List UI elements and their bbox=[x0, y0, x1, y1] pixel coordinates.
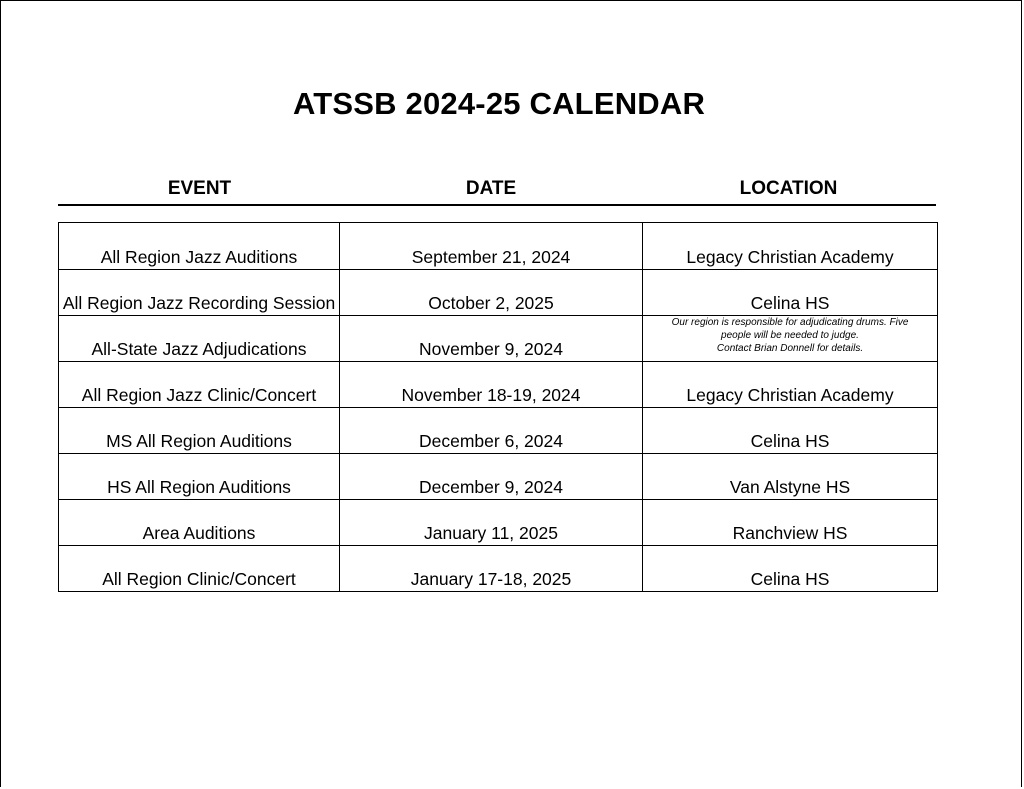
date-cell: December 9, 2024 bbox=[340, 454, 643, 500]
location-cell: Celina HS bbox=[643, 546, 938, 592]
location-note-line: Our region is responsible for adjudicating drums. Five bbox=[671, 317, 909, 328]
table-row bbox=[59, 362, 938, 408]
location-cell: Legacy Christian Academy bbox=[643, 223, 938, 270]
date-cell: November 18-19, 2024 bbox=[340, 362, 643, 408]
column-header-date: DATE bbox=[465, 178, 517, 199]
column-header-location: LOCATION bbox=[739, 178, 838, 199]
location-cell: Van Alstyne HS bbox=[643, 454, 938, 500]
event-cell: HS All Region Auditions bbox=[59, 454, 340, 500]
location-cell: Legacy Christian Academy bbox=[643, 362, 938, 408]
location-cell: Celina HS bbox=[643, 408, 938, 454]
location-note-cell bbox=[643, 316, 938, 362]
event-cell: All Region Clinic/Concert bbox=[59, 546, 340, 592]
location-note-line: people will be needed to judge. bbox=[721, 330, 859, 341]
event-cell: All-State Jazz Adjudications bbox=[59, 316, 340, 362]
table-row bbox=[59, 546, 938, 592]
column-header-row bbox=[58, 176, 936, 206]
event-cell: All Region Jazz Auditions bbox=[59, 223, 340, 270]
location-note-line: Contact Brian Donnell for details. bbox=[716, 343, 864, 354]
location-cell: Ranchview HS bbox=[643, 500, 938, 546]
column-header-event: EVENT bbox=[167, 178, 232, 199]
calendar-table bbox=[58, 222, 938, 592]
table-row bbox=[59, 316, 938, 362]
date-cell: January 11, 2025 bbox=[340, 500, 643, 546]
date-cell: January 17-18, 2025 bbox=[340, 546, 643, 592]
page-title: ATSSB 2024-25 CALENDAR bbox=[292, 86, 706, 121]
table-row bbox=[59, 500, 938, 546]
date-cell: September 21, 2024 bbox=[340, 223, 643, 270]
location-cell: Celina HS bbox=[643, 270, 938, 316]
event-cell: All Region Jazz Clinic/Concert bbox=[59, 362, 340, 408]
event-cell: MS All Region Auditions bbox=[59, 408, 340, 454]
table-row bbox=[59, 408, 938, 454]
table-row bbox=[59, 223, 938, 270]
table-row bbox=[59, 454, 938, 500]
table-row bbox=[59, 270, 938, 316]
date-cell: December 6, 2024 bbox=[340, 408, 643, 454]
date-cell: November 9, 2024 bbox=[340, 316, 643, 362]
event-cell: Area Auditions bbox=[59, 500, 340, 546]
date-cell: October 2, 2025 bbox=[340, 270, 643, 316]
event-cell: All Region Jazz Recording Session bbox=[59, 270, 340, 316]
